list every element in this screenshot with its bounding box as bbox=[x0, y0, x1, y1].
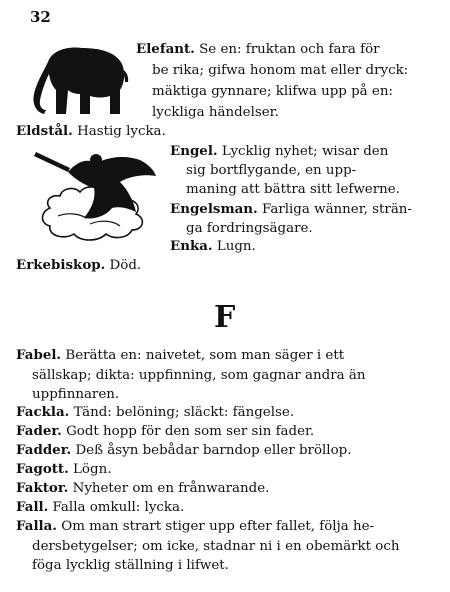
entry-line bbox=[152, 82, 393, 101]
entry-line bbox=[16, 498, 184, 517]
entry-line bbox=[16, 256, 141, 275]
headword: Fader. bbox=[16, 423, 62, 439]
headword: Engelsman. bbox=[170, 201, 258, 217]
headword: Fagott. bbox=[16, 461, 69, 477]
entry-text: Se en: fruktan och fara för bbox=[194, 42, 380, 57]
entry-text: Nyheter om en frånwarande. bbox=[68, 481, 270, 496]
entry-line bbox=[16, 460, 111, 479]
entry-line bbox=[136, 40, 380, 59]
entry-line bbox=[32, 537, 399, 556]
entry-line bbox=[16, 479, 269, 498]
entry-text: Tänd: belöning; släckt: fängelse. bbox=[69, 405, 295, 420]
headword: Fall. bbox=[16, 499, 49, 515]
entry-line bbox=[152, 61, 408, 80]
entry-text: sig bortflygande, en upp- bbox=[186, 163, 357, 178]
entry-line bbox=[16, 517, 374, 536]
entry-text: lyckliga händelser. bbox=[152, 105, 279, 120]
entry-line bbox=[186, 219, 313, 238]
entry-text: maning att bättra sitt lefwerne. bbox=[186, 182, 400, 197]
entry-text: sällskap; dikta: uppfinning, som gagnar andra än bbox=[32, 368, 366, 383]
entry-text: Berätta en: naivetet, som man säger i ett bbox=[61, 348, 345, 363]
entry-line bbox=[16, 403, 294, 422]
headword: Erkebiskop. bbox=[16, 257, 106, 273]
headword: Faktor. bbox=[16, 480, 69, 496]
section-letter: F bbox=[214, 300, 236, 335]
headword: Fadder. bbox=[16, 442, 72, 458]
entry-line bbox=[170, 237, 256, 256]
entry-text: föga lycklig ställning i lifwet. bbox=[32, 558, 229, 573]
entry-line bbox=[16, 422, 314, 441]
headword: Engel. bbox=[170, 143, 218, 159]
entry-line bbox=[16, 346, 344, 365]
entry-line bbox=[32, 556, 229, 575]
elephant-icon bbox=[30, 40, 130, 118]
entry-text: mäktiga gynnare; klifwa upp på en: bbox=[152, 84, 393, 99]
entry-text: Falla omkull: lycka. bbox=[48, 500, 185, 515]
entry-text: Lycklig nyhet; wisar den bbox=[217, 144, 389, 159]
headword: Eldstål. bbox=[16, 123, 73, 139]
entry-line bbox=[32, 366, 365, 385]
entry-line bbox=[16, 122, 166, 141]
entry-text: Godt hopp för den som ser sin fader. bbox=[61, 424, 315, 439]
entry-text: be rika; gifwa honom mat eller dryck: bbox=[152, 63, 409, 78]
angel-on-cloud-icon bbox=[28, 146, 163, 248]
entry-text: Lugn. bbox=[212, 239, 256, 254]
entry-text: Deß åsyn bebådar barndop eller bröllop. bbox=[71, 443, 352, 458]
entry-text: Död. bbox=[105, 258, 142, 273]
headword: Falla. bbox=[16, 518, 57, 534]
entry-line bbox=[16, 441, 351, 460]
entry-line bbox=[170, 142, 388, 161]
entry-line bbox=[170, 200, 412, 219]
entry-line bbox=[186, 161, 356, 180]
entry-line bbox=[152, 103, 279, 122]
entry-text: Lögn. bbox=[68, 462, 112, 477]
entry-text: uppfinnaren. bbox=[32, 387, 120, 402]
entry-text: Farliga wänner, strän- bbox=[257, 202, 412, 217]
entry-text: dersbetygelser; om icke, stadnar ni i en obemärkt och bbox=[32, 539, 400, 554]
headword: Fabel. bbox=[16, 347, 62, 363]
headword: Enka. bbox=[170, 238, 213, 254]
headword: Fackla. bbox=[16, 404, 70, 420]
page-number: 32 bbox=[30, 8, 51, 26]
entry-text: Hastig lycka. bbox=[72, 124, 166, 139]
entry-line bbox=[186, 180, 400, 199]
headword: Elefant. bbox=[136, 41, 195, 57]
entry-line bbox=[32, 385, 119, 404]
entry-text: ga fordringsägare. bbox=[186, 221, 313, 236]
entry-text: Om man strart stiger upp efter fallet, följa he- bbox=[56, 519, 375, 534]
